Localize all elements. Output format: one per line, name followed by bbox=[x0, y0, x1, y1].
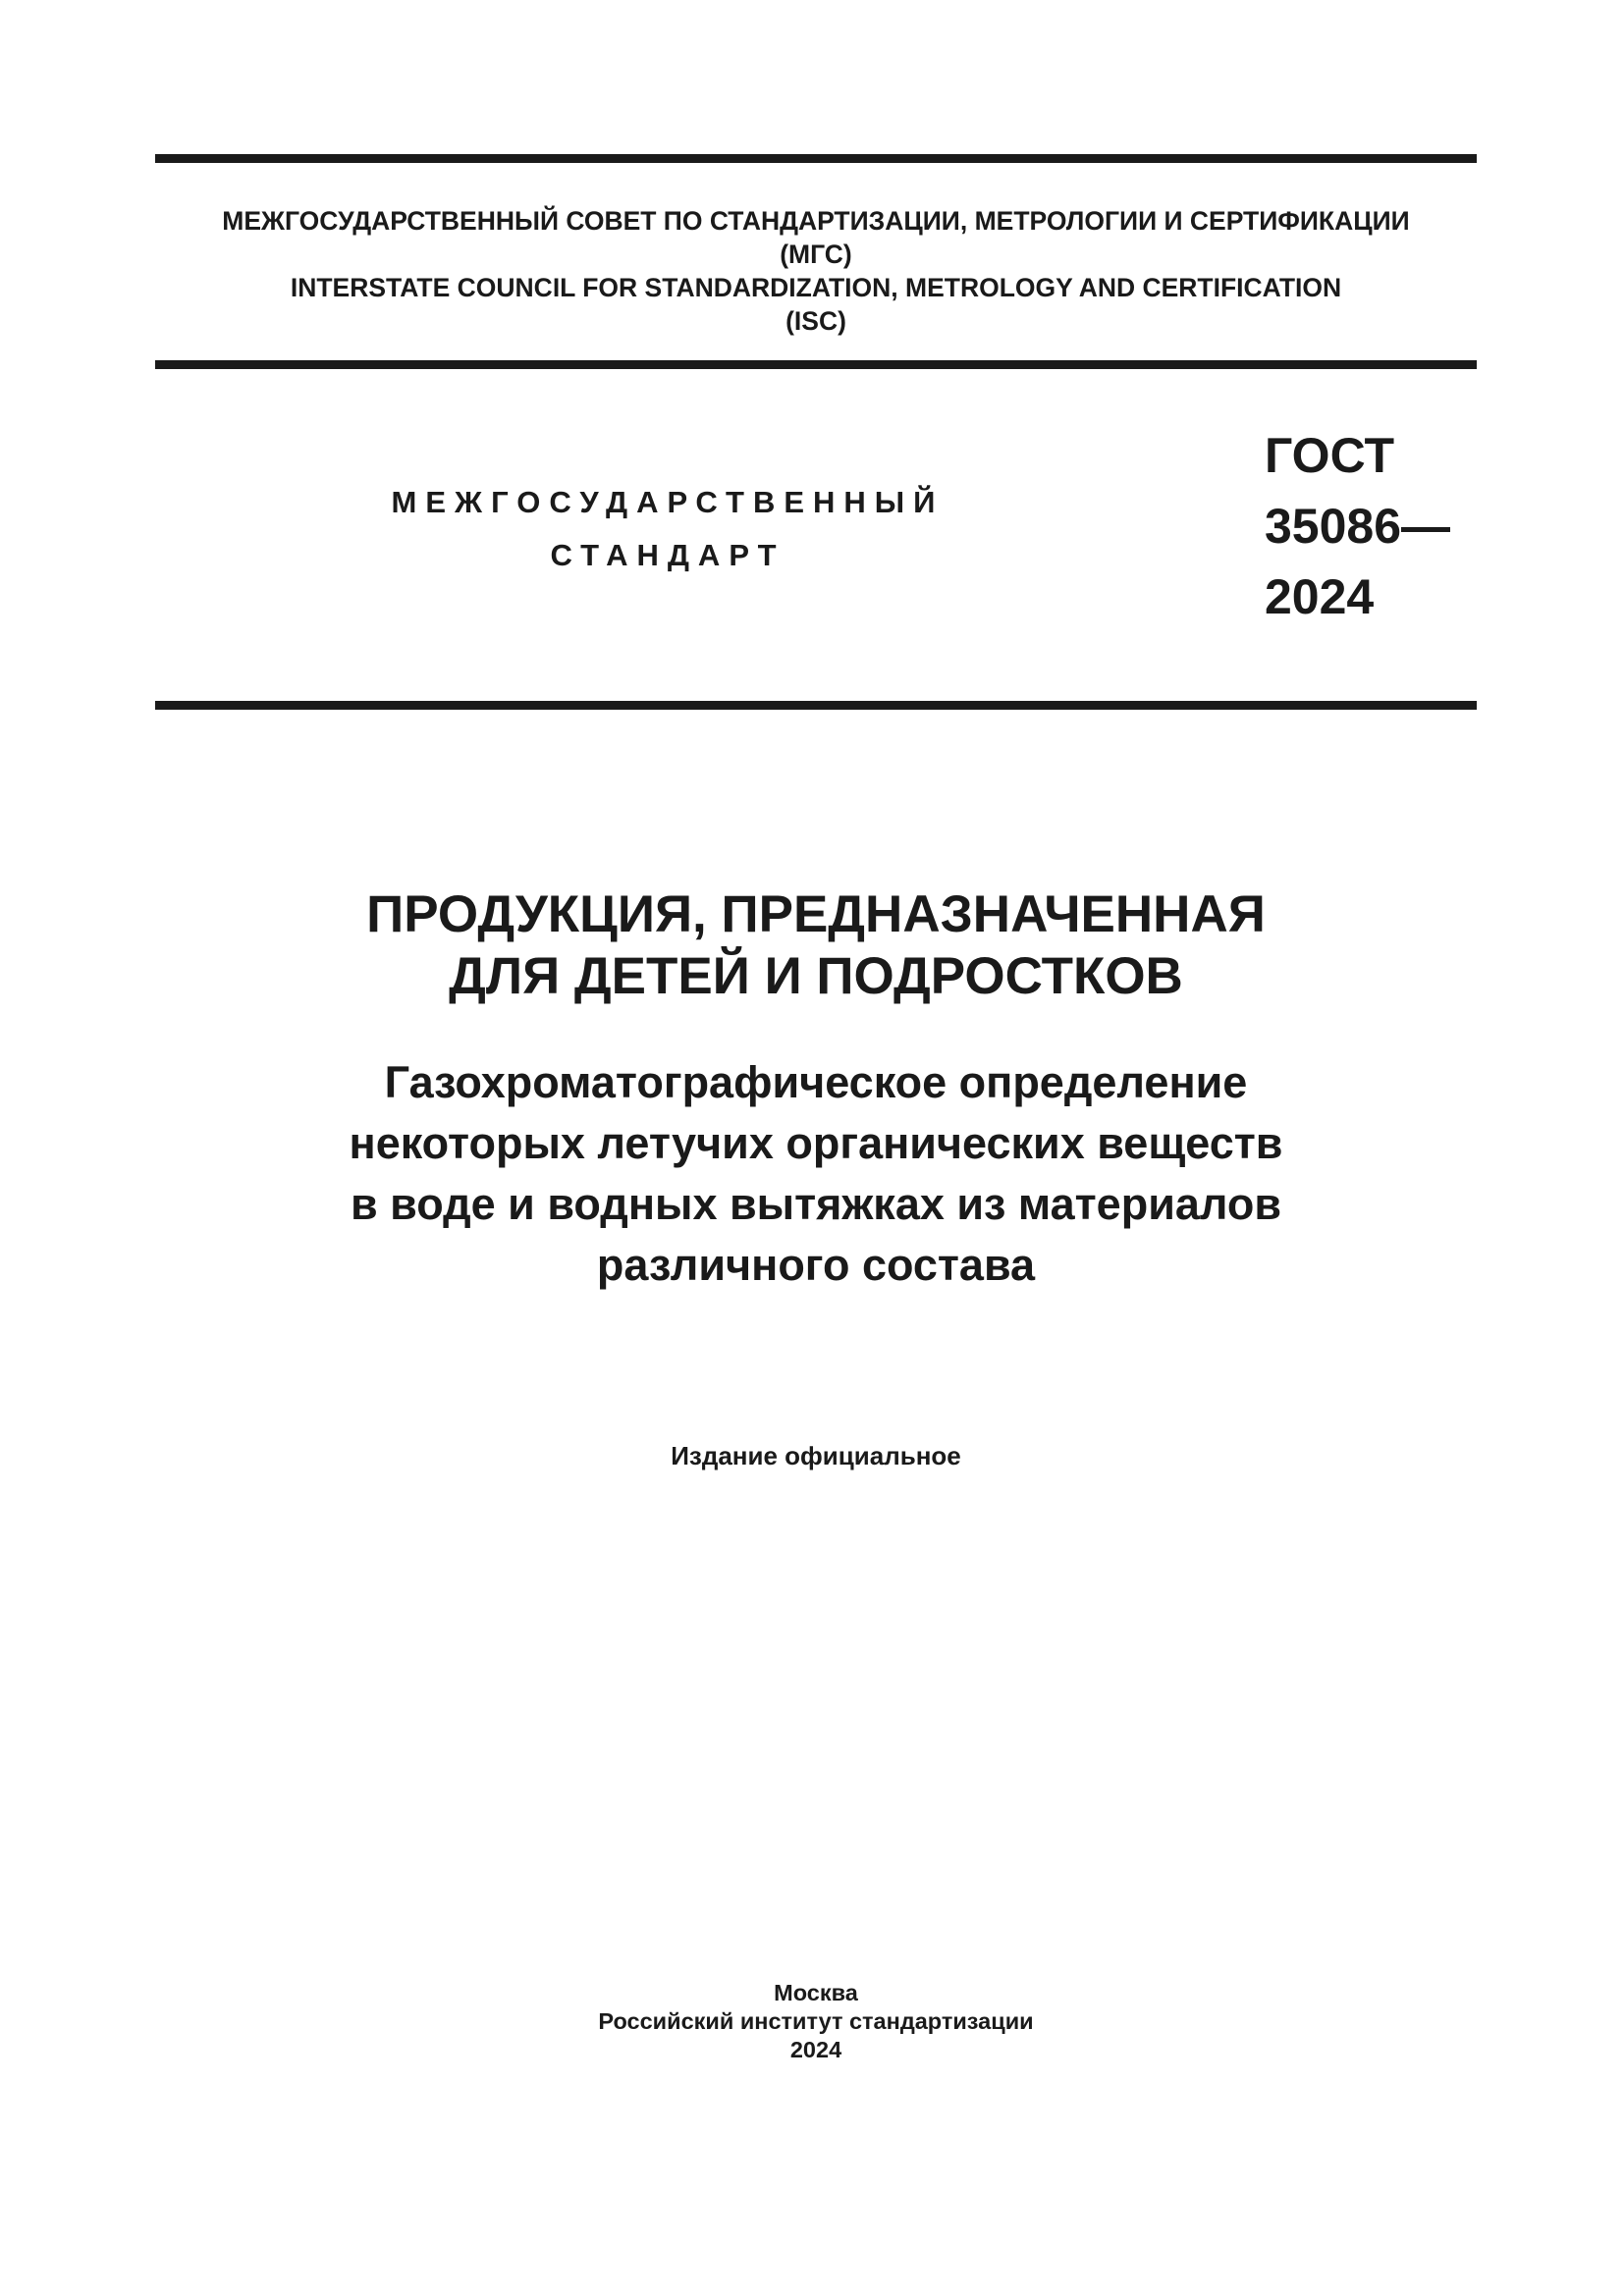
council-header bbox=[155, 204, 1477, 338]
edition-label: Издание официальное bbox=[671, 1441, 961, 1470]
council-name-ru: МЕЖГОСУДАРСТВЕННЫЙ СОВЕТ ПО СТАНДАРТИЗАЦИИ, МЕТРОЛОГИИ И СЕРТИФИКАЦИИ bbox=[222, 206, 1410, 236]
designation-year: 2024 bbox=[1265, 569, 1375, 624]
designation-rule bbox=[155, 701, 1477, 710]
title-line-1: ПРОДУКЦИЯ, ПРЕДНАЗНАЧЕННАЯ bbox=[366, 885, 1266, 943]
imprint-year: 2024 bbox=[789, 2037, 842, 2062]
council-abbr-en: (ISC) bbox=[785, 306, 846, 336]
standard-type-line-1: МЕЖГОСУДАРСТВЕННЫЙ bbox=[391, 485, 945, 519]
council-abbr-ru: (МГС) bbox=[780, 240, 852, 269]
standard-designation bbox=[1265, 420, 1450, 632]
document-title bbox=[155, 883, 1477, 1007]
designation-prefix: ГОСТ bbox=[1265, 428, 1394, 483]
subtitle-line-3: в воде и водных вытяжках из материалов bbox=[350, 1179, 1282, 1229]
subtitle-line-1: Газохроматографическое определение bbox=[384, 1057, 1248, 1107]
standard-type bbox=[353, 476, 982, 582]
designation-number: 35086— bbox=[1265, 499, 1451, 554]
standard-type-line-2: СТАНДАРТ bbox=[550, 538, 785, 572]
council-name-en: INTERSTATE COUNCIL FOR STANDARDIZATION, METROLOGY AND CERTIFICATION bbox=[290, 273, 1342, 302]
imprint-city: Москва bbox=[774, 1980, 858, 2005]
header-top-rule bbox=[155, 154, 1477, 163]
subtitle-line-2: некоторых летучих органических веществ bbox=[349, 1118, 1283, 1168]
header-bottom-rule bbox=[155, 360, 1477, 369]
title-line-2: ДЛЯ ДЕТЕЙ И ПОДРОСТКОВ bbox=[449, 947, 1183, 1005]
document-subtitle bbox=[155, 1052, 1477, 1296]
imprint-publisher: Российский институт стандартизации bbox=[598, 2008, 1034, 2034]
subtitle-line-4: различного состава bbox=[596, 1240, 1036, 1290]
imprint bbox=[155, 1979, 1477, 2064]
